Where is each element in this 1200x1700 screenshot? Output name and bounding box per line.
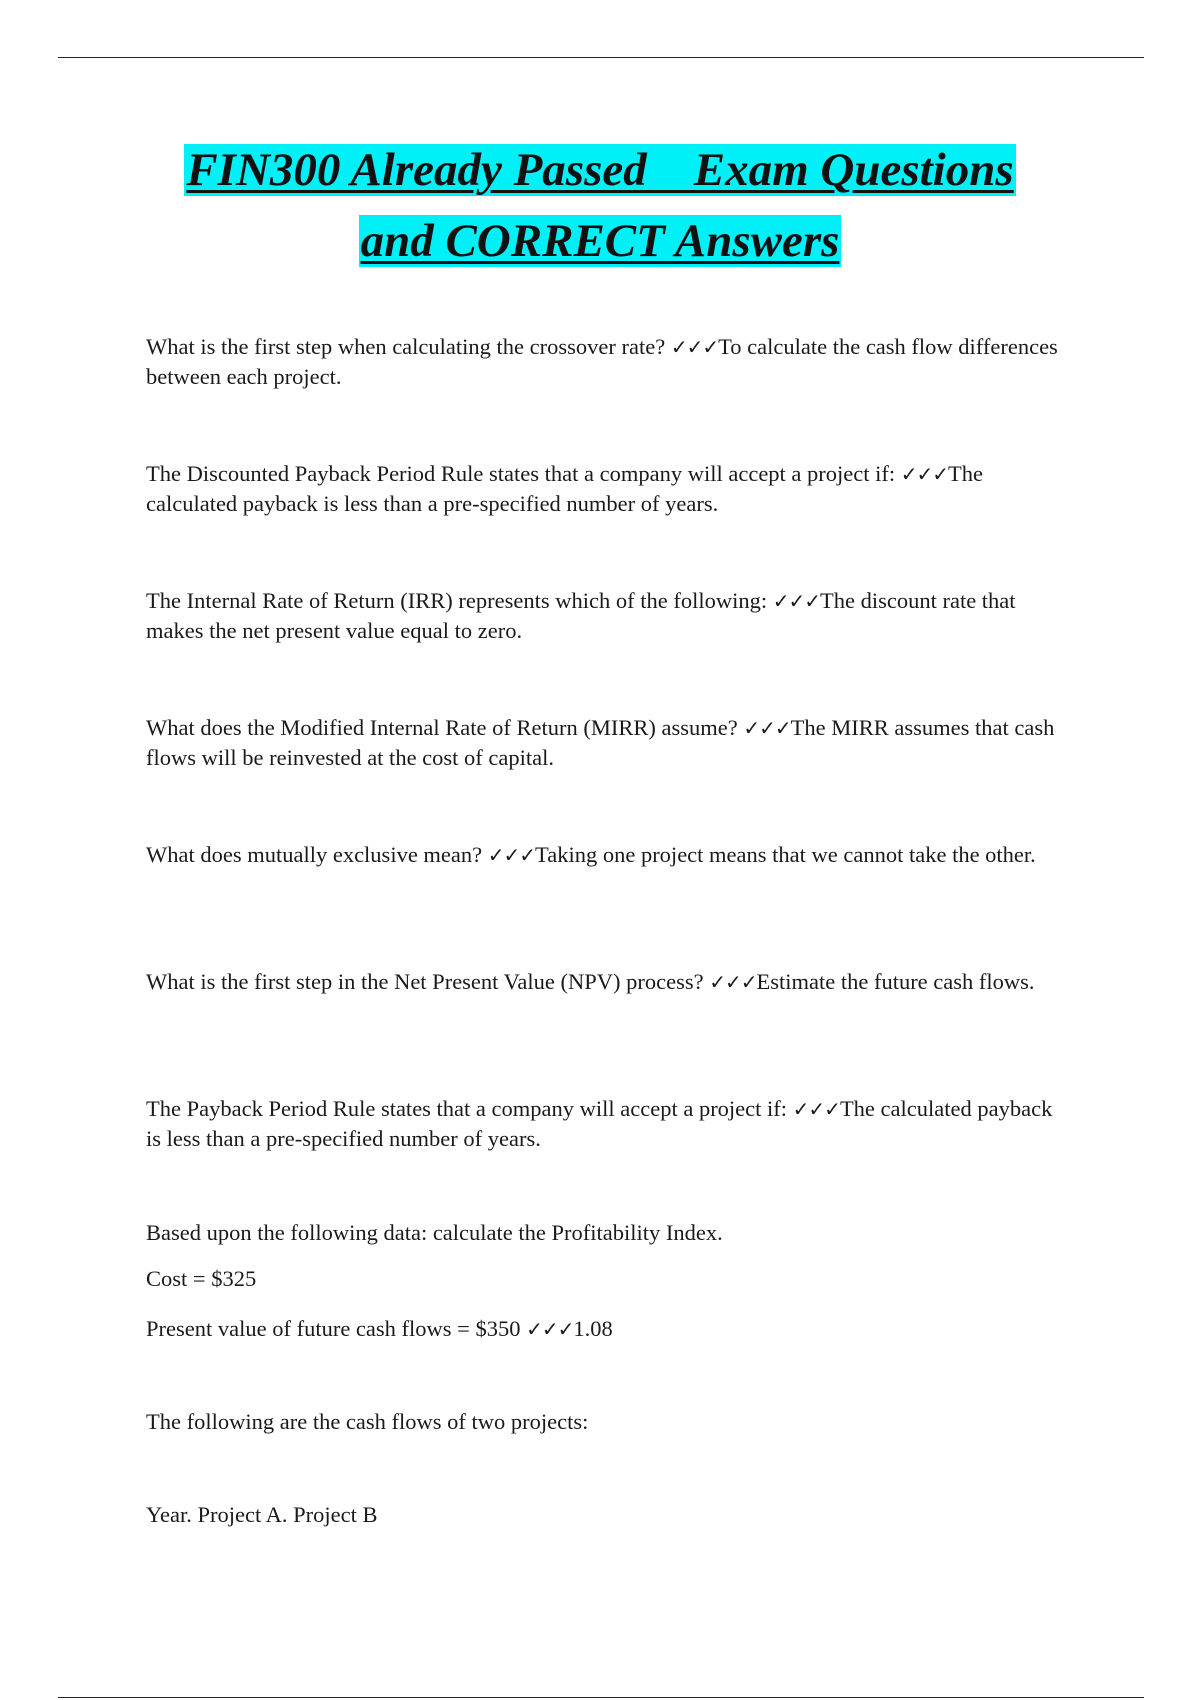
qa-item-4 <box>146 713 1066 773</box>
qa-item-1 <box>146 332 1066 392</box>
answer-text: The calculated payback is less than a pre-specified number of years. <box>146 1096 1053 1151</box>
answer-text: Estimate the future cash flows. <box>756 969 1035 994</box>
pi-pv-line <box>146 1314 1066 1344</box>
check-marks-icon: ✓✓✓ <box>487 843 536 867</box>
question-text: The Internal Rate of Return (IRR) represents which of the following: <box>146 588 773 613</box>
answer-text: 1.08 <box>573 1316 613 1341</box>
question-text: What does the Modified Internal Rate of Return (MIRR) assume? <box>146 715 744 740</box>
pi-question-intro: Based upon the following data: calculate the Profitability Index. <box>146 1220 723 1245</box>
check-marks-icon: ✓✓✓ <box>900 462 949 486</box>
pi-cost-line: Cost = $325 <box>146 1266 257 1291</box>
check-marks-icon: ✓✓✓ <box>526 1317 574 1341</box>
bottom-rule <box>58 1697 1144 1698</box>
answer-text: Taking one project means that we cannot take the other. <box>535 842 1036 867</box>
qa-item-6 <box>146 967 1066 997</box>
qa-item-5 <box>146 840 1066 870</box>
title-line-1 <box>0 140 1200 211</box>
answer-text: The discount rate that makes the net present value equal to zero. <box>146 588 1016 643</box>
check-marks-icon: ✓✓✓ <box>743 716 791 740</box>
answer-text: The MIRR assumes that cash flows will be reinvested at the cost of capital. <box>146 715 1055 770</box>
pv-text: Present value of future cash flows = $350 <box>146 1316 527 1341</box>
cash-flows-header: Year. Project A. Project B <box>146 1502 378 1527</box>
title-text-2: and CORRECT Answers <box>360 215 840 267</box>
title-line-2 <box>0 211 1200 282</box>
answer-text: To calculate the cash flow differences between each project. <box>146 334 1058 389</box>
qa-item-7 <box>146 1094 1066 1154</box>
question-text: The Discounted Payback Period Rule states that a company will accept a project if: <box>146 461 901 486</box>
question-text: What is the first step when calculating the crossover rate? <box>146 334 671 359</box>
document-title <box>0 140 1200 282</box>
question-text: What does mutually exclusive mean? <box>146 842 488 867</box>
top-rule <box>58 57 1144 58</box>
check-marks-icon: ✓✓✓ <box>792 1097 840 1121</box>
qa-item-2 <box>146 459 1066 519</box>
title-text-1: FIN300 Already Passed Exam Questions <box>186 144 1014 196</box>
check-marks-icon: ✓✓✓ <box>772 589 820 613</box>
qa-item-3 <box>146 586 1066 646</box>
question-text: The Payback Period Rule states that a company will accept a project if: <box>146 1096 793 1121</box>
question-text: What is the first step in the Net Present Value (NPV) process? <box>146 969 710 994</box>
answer-text: The calculated payback is less than a pre-specified number of years. <box>146 461 984 516</box>
check-marks-icon: ✓✓✓ <box>670 335 719 359</box>
check-marks-icon: ✓✓✓ <box>709 970 757 994</box>
cash-flows-intro: The following are the cash flows of two projects: <box>146 1409 589 1434</box>
